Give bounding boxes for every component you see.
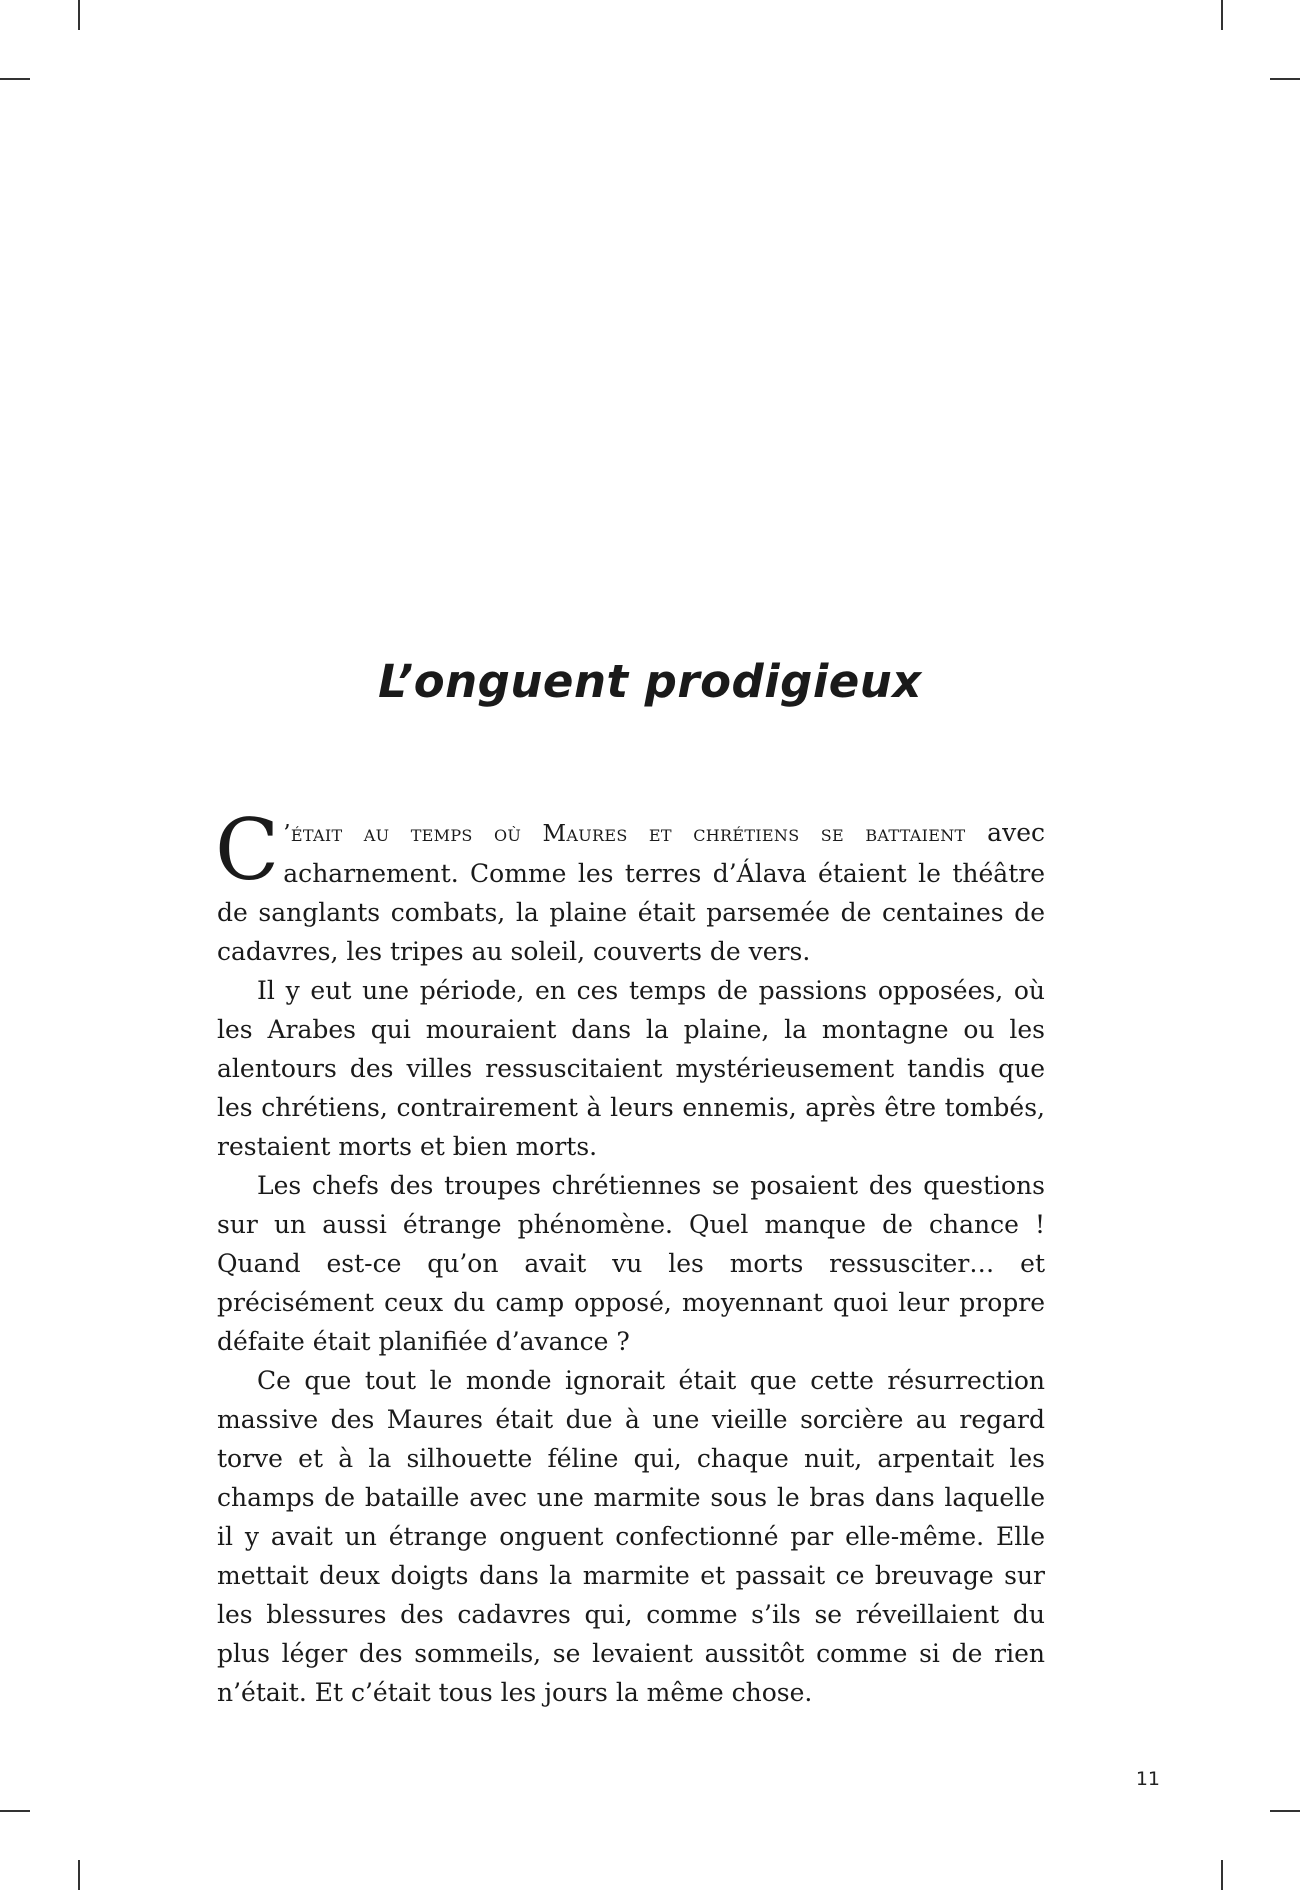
crop-mark-right-bottom (1270, 1810, 1300, 1812)
chapter-title: L’onguent prodigieux (378, 655, 922, 708)
paragraph: Ce que tout le monde ignorait était que cette résurrection massive des Maures était due à une vieille sorcière au regard torve et à la silhouette féline qui, chaque nuit, arpentait les champs de bataille avec une marmite sous le bras dans laquelle il y avait un étrange onguent confectionné par elle-même. Elle mettait deux doigts dans la marmite et passait ce breuvage sur les blessures des cadavres qui, comme s’ils se réveillaient du plus léger des sommeils, se levaient aussitôt comme si de rien n’était. Et c’était tous les jours la même chose. (217, 1366, 1045, 1707)
crop-mark-bottom-left (78, 1860, 80, 1890)
crop-mark-top-right (1221, 0, 1223, 30)
chapter-body (215, 801, 1045, 1712)
page-number: 11 (1135, 1768, 1160, 1790)
opening-small-caps: ’était au temps où Maures et chrétiens se battaient (283, 821, 966, 847)
crop-mark-left-top (0, 78, 30, 80)
paragraph: Il y eut une période, en ces temps de passions opposées, où les Arabes qui mouraient dans la plaine, la montagne ou les alentours des villes ressuscitaient mystérieusement tandis que les chrétiens, contrairement à leurs ennemis, après être tombés, restaient morts et bien morts. (217, 976, 1045, 1161)
crop-mark-bottom-right (1221, 1860, 1223, 1890)
crop-mark-right-top (1270, 78, 1300, 80)
paragraph (215, 801, 1045, 971)
paragraph-text: avec acharnement. Comme les terres d’Álava étaient le théâtre de sanglants combats, la plaine était parsemée de centaines de cadavres, les tripes au soleil, couverts de vers. (217, 818, 1045, 966)
drop-cap: C (215, 801, 280, 899)
crop-mark-top-left (78, 0, 80, 30)
crop-mark-left-bottom (0, 1810, 30, 1812)
paragraph: Les chefs des troupes chrétiennes se posaient des questions sur un aussi étrange phénomène. Quel manque de chance ! Quand est-ce qu’on avait vu les morts ressusciter… et précisément ceux du camp opposé, moyennant quoi leur propre défaite était planifiée d’avance ? (217, 1171, 1045, 1356)
